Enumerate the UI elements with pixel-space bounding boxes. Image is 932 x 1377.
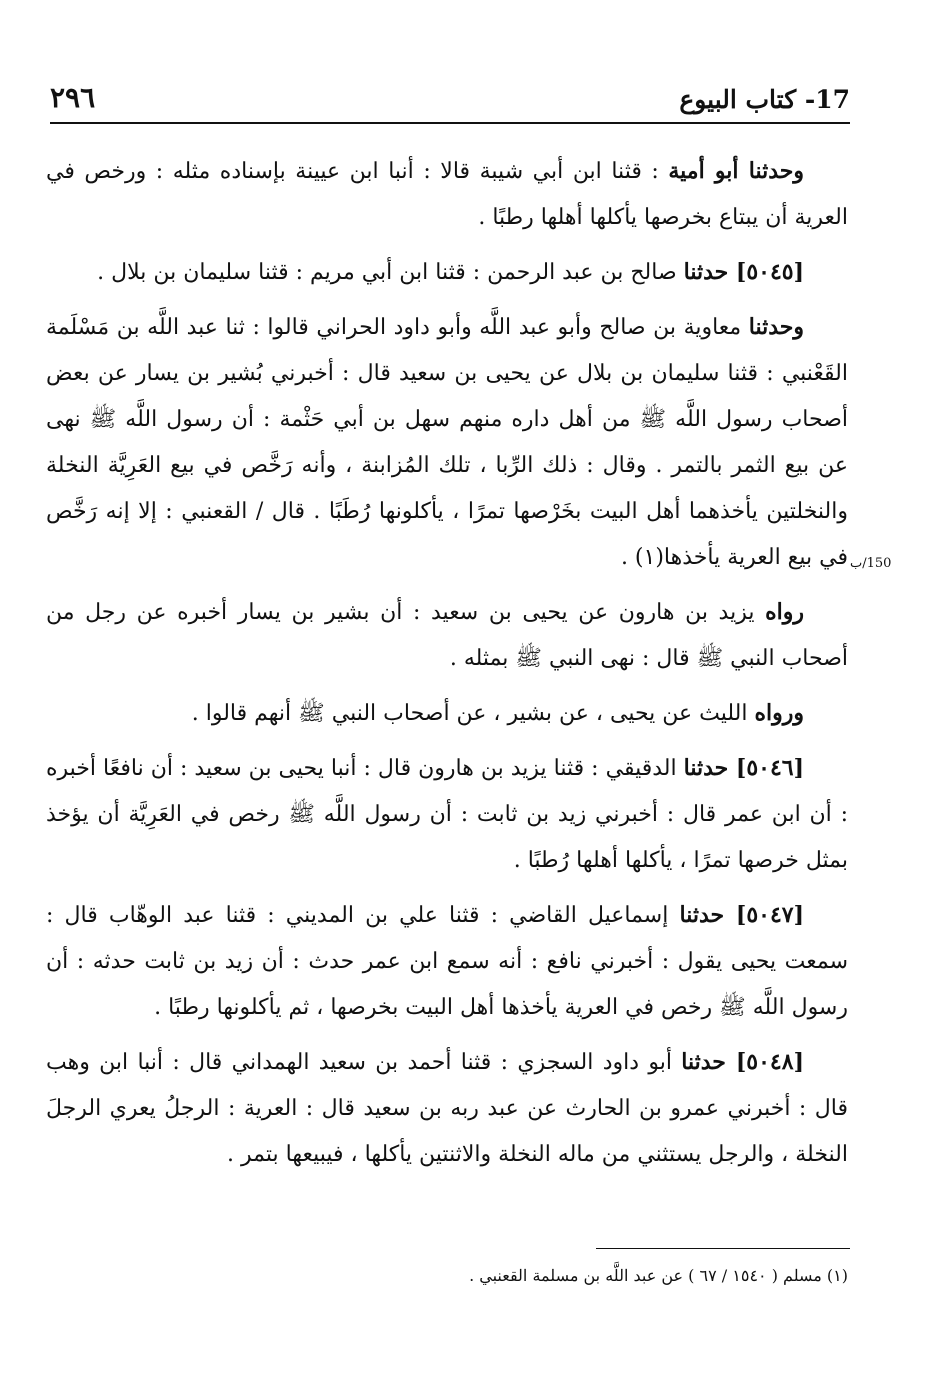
paragraph <box>46 148 848 241</box>
paragraph-text: : قثنا ابن أبي شيبة قالا : أنبا ابن عيينة بإسناده مثله : ورخص في العرية أن يبتاع بخرصها يأكلها أهلها رطبًا . <box>46 159 848 230</box>
main-text <box>46 148 848 1186</box>
paragraph-lead: وحدثنا <box>748 314 804 340</box>
paragraph-text: إسماعيل القاضي : قثنا علي بن المديني : قثنا عبد الوهّاب قال : سمعت يحيى يقول : أخبرني نافع : أنه سمع ابن عمر حدث : أن زيد بن ثابت حدثه : أن رسول اللَّه ﷺ رخص في العرية يأخذها أهل البيت بخرصها ، ثم يأكلونها رطبًا . <box>46 903 848 1020</box>
paragraph <box>46 745 848 884</box>
paragraph-text: الليث عن يحيى ، عن بشير ، عن أصحاب النبي ﷺ أنهم قالوا . <box>191 701 755 726</box>
paragraph-text: يزيد بن هارون عن يحيى بن سعيد : أن بشير بن يسار أخبره عن رجل من أصحاب النبي ﷺ قال : نهى النبي ﷺ بمثله . <box>46 600 848 671</box>
paragraph-lead: [٥٠٤٦] حدثنا <box>683 755 804 781</box>
page-header <box>50 78 850 124</box>
paragraph-text: معاوية بن صالح وأبو عبد اللَّه وأبو داود الحراني قالوا : ثنا عبد اللَّه بن مَسْلَمة القَعْنبي : قثنا سليمان بن بلال عن يحيى بن سعيد قال : أخبرني بُشير بن يسار عن بعض أصحاب رسول اللَّه ﷺ من أهل داره منهم سهل بن أبي حَثْمة : أن رسول اللَّه ﷺ نهى عن بيع الثمر بالتمر . وقال : ذلك الرِّبا ، تلك المُزابنة ، وأنه رَخَّص في بيع العَرِيَّة النخلة والنخلتين يأخذهما أهل البيت بخَرْصها تمرًا ، يأكلونها رُطَبًا . قال / القعنبي : إلا إنه رَخَّص في بيع العرية يأخذها(١) . <box>46 315 848 570</box>
paragraph-text: صالح بن عبد الرحمن : قثنا ابن أبي مريم : قثنا سليمان بن بلال . <box>97 260 684 285</box>
paragraph <box>46 892 848 1031</box>
chapter-title: 17- كتاب البيوع <box>679 85 850 114</box>
footnote-divider <box>596 1248 850 1249</box>
paragraph <box>46 1039 848 1178</box>
paragraph-text: أبو داود السجزي : قثنا أحمد بن سعيد الهمداني قال : أنبا ابن وهب قال : أخبرني عمرو بن الحارث عن عبد ربه بن سعيد قال : العرية : الرجلُ يعري الرجلَ النخلة ، والرجل يستثني من ماله النخلة والاثنتين يأكلها ، فيبيعها بتمر . <box>46 1050 848 1167</box>
paragraph <box>46 690 848 737</box>
paragraph-lead: رواه <box>765 599 804 625</box>
paragraph-lead: [٥٠٤٥] حدثنا <box>683 259 804 285</box>
paragraph <box>46 589 848 682</box>
paragraph <box>46 249 848 296</box>
paragraph-lead: وحدثنا أبو أمية <box>668 158 804 184</box>
page-number: ٢٩٦ <box>50 81 96 114</box>
paragraph-lead: [٥٠٤٨] حدثنا <box>681 1049 804 1075</box>
paragraph-text: الدقيقي : قثنا يزيد بن هارون قال : أنبا يحيى بن سعيد : أن نافعًا أخبره : أن ابن عمر قال : أخبرني زيد بن ثابت : أن رسول اللَّه ﷺ رخص في العَرِيَّة أن يؤخذ بمثل خرصها تمرًا ، يأكلها أهلها رُطبًا . <box>46 756 848 873</box>
paragraph-lead: [٥٠٤٧] حدثنا <box>679 902 804 928</box>
manuscript-folio-note: 150/ب <box>850 556 892 571</box>
footnote: (١) مسلم ( ١٥٤٠ / ٦٧ ) عن عبد اللَّه بن مسلمة القعنبي . <box>469 1266 848 1285</box>
paragraph-lead: ورواه <box>754 700 804 726</box>
paragraph <box>46 304 848 581</box>
